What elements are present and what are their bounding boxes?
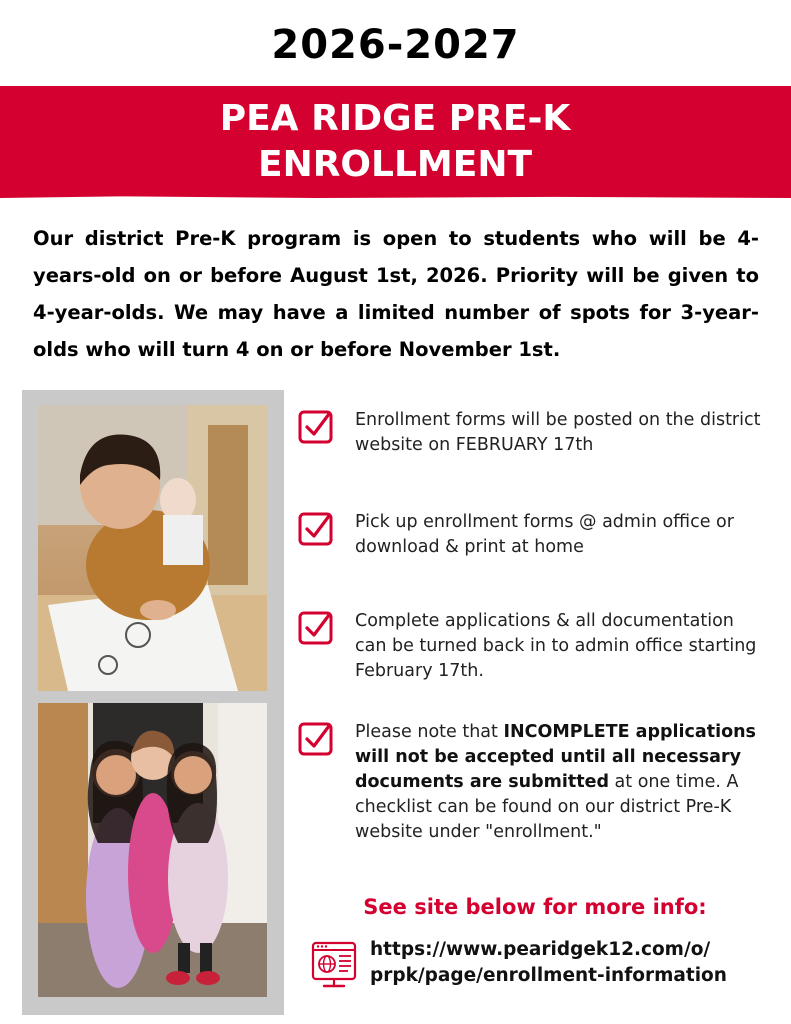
intro-paragraph: Our district Pre-K program is open to students who will be 4-years-old on or before August 1st, 2026. Priority will be given to 4-year-olds. We may have a limited number of spots for 3-year-olds who will turn 4 on or before November 1st. xyxy=(33,227,759,361)
photo-three-girls xyxy=(38,703,267,997)
url-line-2[interactable]: prpk/page/enrollment-information xyxy=(370,965,727,986)
year-heading: 2026-2027 xyxy=(271,22,520,68)
checklist-text xyxy=(355,720,765,845)
checkbox-check-icon xyxy=(298,609,334,645)
checklist-text: Pick up enrollment forms @ admin office or download & print at home xyxy=(355,512,734,557)
note-bold: INCOMPLETE applications will not be accepted until all necessary documents are submitted xyxy=(355,722,756,792)
web-page-icon xyxy=(310,940,358,990)
title-line-2: ENROLLMENT xyxy=(257,144,533,185)
photo-boy-coloring xyxy=(38,405,267,691)
more-info-heading: See site below for more info: xyxy=(363,895,707,919)
checkbox-check-icon xyxy=(298,408,334,444)
checklist-text: Enrollment forms will be posted on the district website on FEBRUARY 17th xyxy=(355,410,761,455)
url-line-1[interactable]: https://www.pearidgek12.com/o/ xyxy=(370,939,711,960)
title-line-1: PEA RIDGE PRE-K xyxy=(219,98,571,139)
page-title xyxy=(195,96,595,188)
note-prefix: Please note that xyxy=(355,722,504,742)
checkbox-check-icon xyxy=(298,720,334,756)
checkbox-check-icon xyxy=(298,510,334,546)
enrollment-url-link[interactable] xyxy=(370,937,770,989)
photo-panel xyxy=(22,390,284,1015)
checklist-text: Complete applications & all documentation can be turned back in to admin office starting February 17th. xyxy=(355,611,757,681)
note-suffix: at one time. A checklist can be found on our district Pre-K website under "enrollment." xyxy=(355,772,739,842)
